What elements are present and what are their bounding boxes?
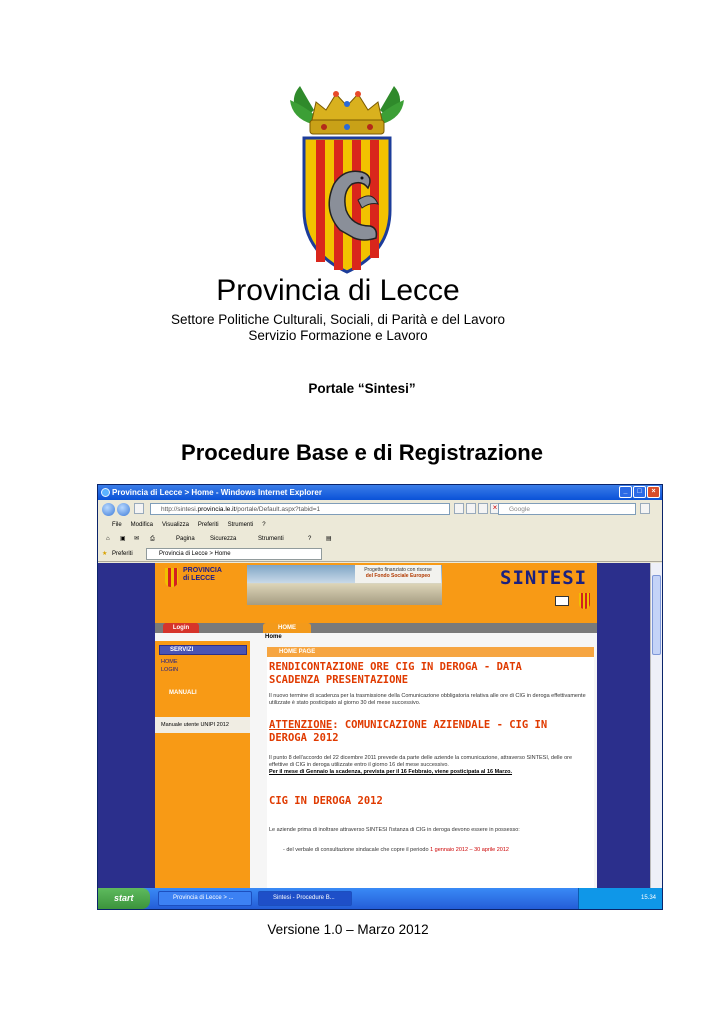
tab-provincia-home[interactable]: Provincia di Lecce > Home — [146, 548, 322, 560]
address-row — [98, 501, 662, 519]
minimize-button[interactable]: _ — [619, 486, 632, 498]
breadcrumb: Home — [265, 634, 282, 640]
sintesi-logo: SINTESI — [500, 567, 588, 589]
mail-toolbar-icon[interactable]: ✉ — [134, 536, 140, 542]
manual-link[interactable]: Manuale utente UNIPI 2012 — [155, 717, 250, 733]
tab-login[interactable]: Login — [163, 623, 199, 633]
system-tray — [578, 888, 662, 909]
document-subtitle-sector: Settore Politiche Culturali, Sociali, di Parità e del Lavoro — [171, 312, 505, 327]
stop-icon[interactable]: × — [490, 503, 500, 514]
menu-file[interactable]: File — [112, 522, 122, 528]
sintesi-site — [155, 563, 597, 888]
left-sidebar — [155, 641, 250, 888]
security-menu[interactable]: Sicurezza — [210, 536, 237, 542]
favorites-bar — [98, 547, 662, 562]
clock: 15.34 — [640, 895, 656, 901]
manuali-header: MANUALI — [169, 690, 197, 696]
page-viewport — [98, 563, 652, 888]
back-icon[interactable] — [102, 503, 115, 516]
scrollbar-thumb[interactable] — [652, 575, 661, 655]
page-scrollbar[interactable] — [650, 563, 662, 888]
go-dropdown-icon[interactable] — [454, 503, 464, 514]
close-button[interactable]: × — [647, 486, 660, 498]
browser-screenshot — [97, 484, 663, 910]
document-version: Versione 1.0 – Marzo 2012 — [267, 922, 429, 937]
main-content — [267, 647, 594, 888]
news-text-cig: Le aziende prima di inoltrare attraverso SINTESI l'istanza di CIG in deroga devono essere in possesso: — [269, 827, 520, 833]
news-text-verbale: - del verbale di consultazione sindacale che copre il periodo 1 gennaio 2012 – 30 aprile 2012 — [283, 847, 509, 853]
menu-tools[interactable]: Strumenti — [227, 522, 254, 528]
menu-edit[interactable]: Modifica — [130, 522, 154, 528]
taskbar-item-word[interactable]: Sintesi - Procedure B... — [258, 891, 352, 906]
sidebar-item-login[interactable]: LOGIN — [161, 667, 179, 673]
menu-help[interactable]: ? — [262, 522, 266, 528]
maximize-button[interactable]: □ — [633, 486, 646, 498]
windows-taskbar — [98, 888, 662, 909]
site-nav-bar — [155, 623, 597, 633]
taskbar-item-ie[interactable]: Provincia di Lecce > ... — [158, 891, 252, 906]
ie-titlebar — [98, 485, 662, 500]
news-headline-cig[interactable]: CIG IN DEROGA 2012 — [269, 795, 383, 807]
favorites-star-icon: ★ — [102, 551, 108, 557]
servizi-header: SERVIZI — [159, 645, 247, 655]
news-text-attenzione: Il punto 8 dell'accordo del 22 dicembre 2011 prevede da parte delle aziende la comunicazione, attraverso SINTESI, delle ore effettive di CIG in deroga utilizzate entro il giorno 16 del mese successivo. Per il mese di Gennaio la scadenza, prevista per il 16 Febbraio, viene posticipata al 16 Marzo. — [269, 755, 573, 775]
news-headline-attenzione[interactable]: ATTENZIONE: COMUNICAZIONE AZIENDALE - CIG IN DEROGA 2012 — [269, 719, 548, 744]
favorites-button[interactable]: Preferiti — [112, 551, 133, 557]
esf-banner: Progetto finanziato con risorse del Fondo Sociale Europeo — [355, 565, 441, 583]
research-icon[interactable]: ▤ — [326, 536, 332, 542]
menu-favorites[interactable]: Preferiti — [197, 522, 219, 528]
document-title: Provincia di Lecce — [216, 274, 460, 307]
news-text-rendicontazione: Il nuovo termine di scadenza per la trasmissione della Comunicazione obbligatoria relativa alle ore di CIG in deroga effettivamente utilizzate è stato posticipato al giorno 30 del mese successivo. — [269, 693, 586, 706]
document-subtitle-service: Servizio Formazione e Lavoro — [248, 328, 428, 343]
start-button[interactable]: start — [98, 888, 150, 909]
menu-view[interactable]: Visualizza — [162, 522, 189, 528]
refresh-icon[interactable] — [478, 503, 488, 514]
page-menu[interactable]: Pagina — [176, 536, 195, 542]
command-bar — [98, 532, 662, 546]
tools-menu[interactable]: Strumenti — [258, 536, 284, 542]
page-icon — [134, 503, 144, 514]
address-bar[interactable]: http://sintesi.provincia.le.it/portale/Default.aspx?tabid=1 — [150, 503, 450, 515]
forward-icon[interactable] — [117, 503, 130, 516]
home-page-header: HOME PAGE — [267, 647, 594, 657]
help-icon[interactable]: ? — [308, 536, 312, 542]
province-crest-icon — [282, 80, 412, 275]
home-icon[interactable]: ⌂ — [106, 536, 110, 542]
search-input[interactable]: Google — [498, 503, 636, 515]
tab-home[interactable]: HOME — [263, 623, 311, 633]
search-icon[interactable] — [640, 503, 650, 514]
news-headline-rendicontazione[interactable]: RENDICONTAZIONE ORE CIG IN DEROGA - DATA SCADENZA PRESENTAZIONE — [269, 661, 522, 686]
document-heading: Procedure Base e di Registrazione — [181, 440, 543, 465]
window-title: Provincia di Lecce > Home - Windows Internet Explorer — [112, 488, 322, 497]
site-province-name: PROVINCIA di LECCE — [183, 567, 222, 582]
feeds-icon[interactable]: ▣ — [120, 536, 126, 542]
print-icon[interactable]: ⎙ — [150, 536, 155, 542]
site-header — [155, 563, 597, 623]
ie-logo-icon — [101, 488, 110, 497]
compatibility-icon[interactable] — [466, 503, 476, 514]
menu-bar — [98, 519, 662, 531]
sidebar-item-home[interactable]: HOME — [161, 659, 178, 665]
mail-icon[interactable] — [555, 596, 569, 606]
site-crest-icon — [165, 568, 178, 587]
portal-name: Portale “Sintesi” — [308, 381, 416, 396]
mini-crest-icon — [579, 593, 590, 609]
